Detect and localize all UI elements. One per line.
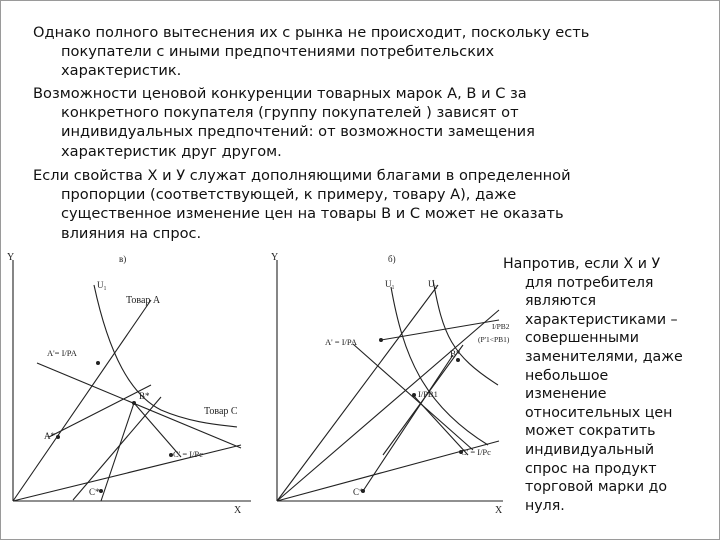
text-line: Если свойства Х и У служат дополняющими благами в определенной — [33, 167, 571, 184]
text-line: заменителями, даже — [525, 348, 683, 365]
panel-label: в) — [119, 254, 127, 264]
text-line: спрос на продукт — [525, 460, 657, 477]
ray-product-c — [13, 445, 241, 501]
text-line: существенное изменение цен на товары В и С может не оказать — [61, 205, 564, 223]
y-axis-label: Y — [7, 252, 15, 263]
text-line: характеристик друг другом. — [61, 142, 282, 160]
paragraph-price-competition — [34, 84, 694, 161]
point-a-prime — [96, 361, 100, 365]
text-line: характеристиками – — [525, 311, 678, 328]
point-a-star-label: A* — [44, 431, 55, 441]
product-c-label: Товар С — [204, 406, 238, 417]
paragraph-complements — [34, 166, 694, 243]
product-a-label: Товар А — [126, 295, 161, 306]
text-line: изменение — [525, 386, 607, 403]
text-line: влияния на спрос. — [61, 224, 202, 242]
graph-complements — [1, 245, 263, 533]
text-line: Возможности ценовой конкуренции товарных марок А, В и С за — [33, 85, 527, 102]
curve-u1-label: U₁ — [385, 279, 395, 289]
text-line: характеристик. — [61, 62, 182, 80]
text-line: нуля. — [525, 497, 565, 514]
text-line: Напротив, если Х и У — [503, 256, 661, 272]
budget-line-c — [101, 403, 134, 501]
text-line: торговой марки до — [525, 479, 668, 496]
text-line: пропорции (соответствующей, к примеру, товару А), даже — [61, 186, 517, 204]
text-line: конкретного покупателя (группу покупателей ) зависят от — [61, 104, 519, 122]
budget-line-b1 — [363, 355, 453, 491]
ray-product-a — [13, 300, 151, 501]
text-line: покупатели с иными предпочтениями потребительских — [61, 43, 495, 61]
ray-product-a — [277, 285, 438, 501]
text-line: для потребителя — [525, 274, 654, 291]
point-c-prime-label: C' = I/Pc — [173, 449, 203, 459]
text-line: может сократить — [525, 423, 656, 440]
budget-line-inner — [49, 385, 151, 437]
x-axis-label: X — [495, 505, 503, 516]
text-line: совершенными — [525, 330, 639, 347]
point-a-prime-label: A'= I/PA — [47, 348, 77, 358]
text-line: индивидуальный — [525, 441, 655, 458]
point-a-prime-label: A' = I/PA — [325, 337, 357, 347]
graph-substitutes — [263, 245, 515, 533]
point-a-prime — [379, 338, 383, 342]
curve-u2-label: U₂ — [428, 279, 438, 289]
point-c-star-label: C* — [89, 487, 100, 497]
point-b-star — [132, 401, 136, 405]
point-b-star-label: B* — [450, 349, 461, 359]
x-axis-label: X — [234, 505, 242, 516]
point-a-star — [56, 435, 60, 439]
point-pb1-label: I/PB1 — [418, 389, 438, 399]
point-c-star-label: C* — [353, 487, 364, 497]
text-line: Однако полного вытеснения их с рынка не происходит, поскольку есть — [33, 24, 590, 41]
y-axis-label: Y — [271, 252, 279, 263]
budget-line-outer — [353, 344, 473, 450]
paragraph-substitutes — [503, 255, 713, 515]
point-c-prime-label: C' = I/Pc — [461, 447, 491, 457]
text-line: являются — [525, 293, 597, 310]
text-line: относительных цен — [525, 404, 673, 421]
point-pb-far-label: (P'1<PB1) — [478, 335, 510, 344]
point-pb2-label: I/PB2 — [492, 322, 510, 331]
text-line: небольшое — [525, 367, 609, 384]
point-b-star-label: B* — [139, 391, 150, 401]
point-c-star — [99, 489, 103, 493]
text-line: индивидуальных предпочтений: от возможности замещения — [61, 123, 535, 141]
indifference-curve-u2 — [433, 280, 498, 385]
paragraph-market-displacement — [34, 23, 694, 81]
curve-label: U₁ — [97, 280, 107, 290]
point-pb1 — [412, 393, 416, 397]
budget-line-b — [73, 397, 161, 500]
panel-label: б) — [388, 254, 396, 264]
